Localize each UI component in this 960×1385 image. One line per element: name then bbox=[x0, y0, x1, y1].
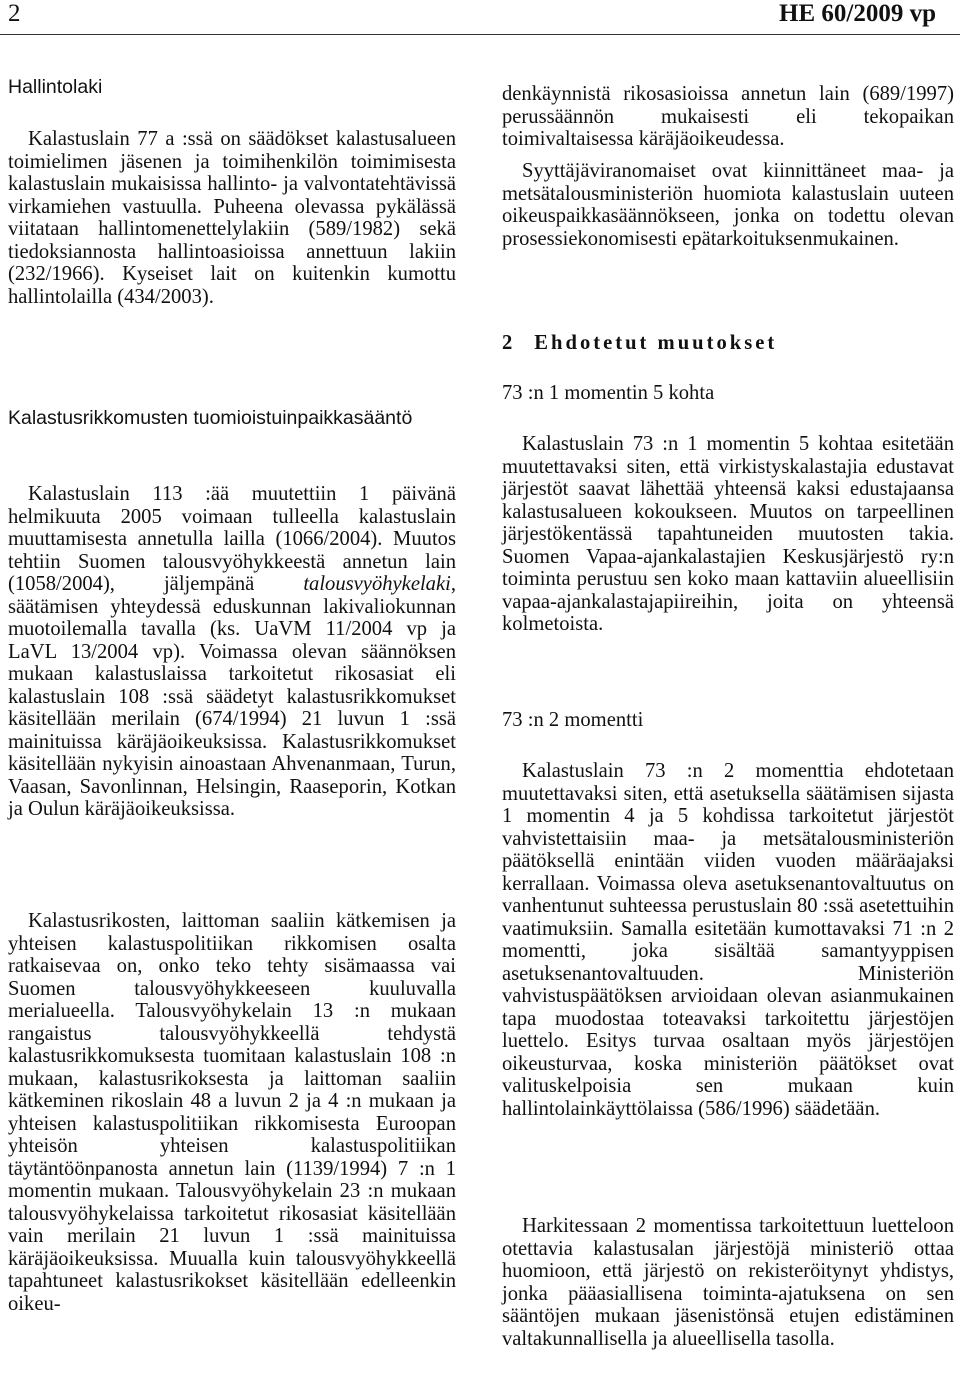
paragraph-73-1-5: Kalastuslain 73 :n 1 momentin 5 kohtaa esitetään muutettavaksi siten, että virkistyskalastajia edustavat järjestöt saavat lähettää yhteensä kaksi edustajaansa kalastusalueen kokoukseen. Muutos on tarpeellinen järjestökentässä tapahtuneiden muutosten takia. Suomen Vapaa-ajankalastajien Keskusjärjestö ry:n toiminta perustuu sen koko maan kattaviin alueellisiin vapaa-ajankalastajapiireihin, joita on yhteensä kolmetoista. bbox=[502, 433, 954, 635]
heading-tuomioistuinpaikkasaanto: Kalastusrikkomusten tuomioistuinpaikkasääntö bbox=[8, 407, 413, 429]
paragraph-kalastuslain-113 bbox=[8, 483, 456, 821]
paragraph-hallintolaki: Kalastuslain 77 a :ssä on säädökset kalastusalueen toimielimen jäsenen ja toimihenkilön toimimisesta kalastuslain mukaisissa hallinto- ja valvontatehtävissä virkamiehen vastuulla. Puheena olevassa pykälässä viitataan hallintomenettelylakiin (589/1982) sekä tiedoksiannosta hallintoasioissa annettuun lakiin (232/1966). Kyseiset lait on kuitenkin kumottu hallintolailla (434/2003). bbox=[8, 128, 456, 308]
section-title: Ehdotetut muutokset bbox=[534, 332, 778, 354]
paragraph-kalastuslain-113-part1: Kalastuslain 113 :ää muutettiin 1 päivänä helmikuuta 2005 voimaan tulleella kalastuslain muuttamisesta annetulla lailla (1066/2004). Muutos tehtiin Suomen talousvyöhykkeestä annetun lain (1058/2004), jäljempänä bbox=[8, 483, 456, 595]
heading-hallintolaki: Hallintolaki bbox=[8, 76, 103, 98]
page-number: 2 bbox=[8, 0, 21, 27]
paragraph-73-2: Kalastuslain 73 :n 2 momenttia ehdotetaan muutettavaksi siten, että asetuksella säätämisen sijasta 1 momentin 4 ja 5 kohdissa tarkoitetut järjestöt vahvistettaisiin maa- ja metsätalousministeriön päätöksellä enintään viiden vuoden määräajaksi kerrallaan. Voimassa oleva asetuksenantovaltuutus on vanhentunut suhteessa perustuslain 80 :ssä asetettuihin vaatimuksiin. Samalla esitetään kumottavaksi 71 :n 2 momentti, joka sisältää samantyyppisen asetuksenantovaltuuden. Ministeriön vahvistuspäätöksen arvioidaan olevan asianmukainen tapa muodostaa toteavaksi tarkoitettu järjestöjen luettelo. Esitys turvaa osaltaan myös järjestöjen oikeusturvaa, koska ministeriön päätökset ovat valituskelpoisia sen mukaan kuin hallintolainkäyttölaissa (586/1996) säädetään. bbox=[502, 760, 954, 1120]
paragraph-kalastusrikosten: Kalastusrikosten, laittoman saaliin kätkemisen ja yhteisen kalastuspolitiikan rikkomisen osalta ratkaisevaa on, onko teko tehty sisämaassa vai Suomen talousvyöhykkeeseen kuuluvalla merialueella. Talousvyöhykelain 13 :n mukaan rangaistus talousvyöhykkeellä tehdystä kalastusrikkomuksesta tuomitaan kalastuslain 108 :n mukaan, kalastusrikoksesta ja laittoman saaliin kätkeminen rikoslain 48 a luvun 2 ja 4 :n mukaan ja yhteisen kalastuspolitiikan rikkomisesta Euroopan yhteisön yhteisen kalastuspolitiikan täytäntöönpanosta annetun lain (1139/1994) 7 :n 1 momentin mukaan. Talousvyöhykelain 23 :n mukaan talousvyöhykelaissa tarkoitetut rikosasiat käsitellään vain merilain 21 luvun 1 :ssä mainituissa käräjäoikeuksissa. Muualla kuin talousvyöhykkeellä tapahtuneet kalastusrikokset käsitellään edelleenkin oikeu- bbox=[8, 910, 456, 1315]
section-number: 2 bbox=[502, 332, 513, 354]
heading-73-1-5: 73 :n 1 momentin 5 kohta bbox=[502, 382, 715, 404]
paragraph-harkitessaan: Harkitessaan 2 momentissa tarkoitettuun luetteloon otettavia kalastusalan järjestöjä ministeriö ottaa huomioon, että järjestö on rekisteröitynyt yhdistys, jonka pääasiallisena toiminta-ajatuksena on sen sääntöjen mukaan jäsenistönsä etujen edistäminen valtakunnallisella ja alueellisella tasolla. bbox=[502, 1215, 954, 1350]
document-id: HE 60/2009 vp bbox=[779, 0, 936, 27]
paragraph-oikeudenkaynnista: denkäynnistä rikosasioissa annetun lain (689/1997) perussäännön mukaisesti eli tekopaikan toimivaltaisessa käräjäoikeudessa. bbox=[502, 83, 954, 150]
paragraph-kalastuslain-113-part2: , säätämisen yhteydessä eduskunnan lakivaliokunnan muotoilemalla tavalla (ks. UaVM 11/2004 vp ja LaVL 13/2004 vp). Voimassa olevan säännöksen mukaan kalastuslaissa tarkoitetut rikosasiat eli kalastuslain 108 :ssä säädetyt kalastusrikkomukset käsitellään merilain (674/1994) 21 luvun 1 :ssä mainituissa käräjäoikeuksissa. Kalastusrikkomukset käsitellään nykyisin ainoastaan Ahvenanmaan, Turun, Vaasan, Savonlinnan, Helsingin, Raaseporin, Kotkan ja Oulun käräjäoikeuksissa. bbox=[8, 573, 456, 820]
heading-73-2: 73 :n 2 momentti bbox=[502, 709, 644, 731]
section-heading bbox=[502, 332, 954, 355]
header-rule bbox=[0, 34, 960, 35]
talousvyohykelaki-term: talousvyöhykelaki bbox=[303, 573, 451, 595]
paragraph-syyttajaviranomaiset: Syyttäjäviranomaiset ovat kiinnittäneet maa- ja metsätalousministeriön huomiota kalastuslain uuteen oikeuspaikkasäännökseen, jonka on todettu olevan prosessiekonomisesti epätarkoituksenmukainen. bbox=[502, 160, 954, 250]
